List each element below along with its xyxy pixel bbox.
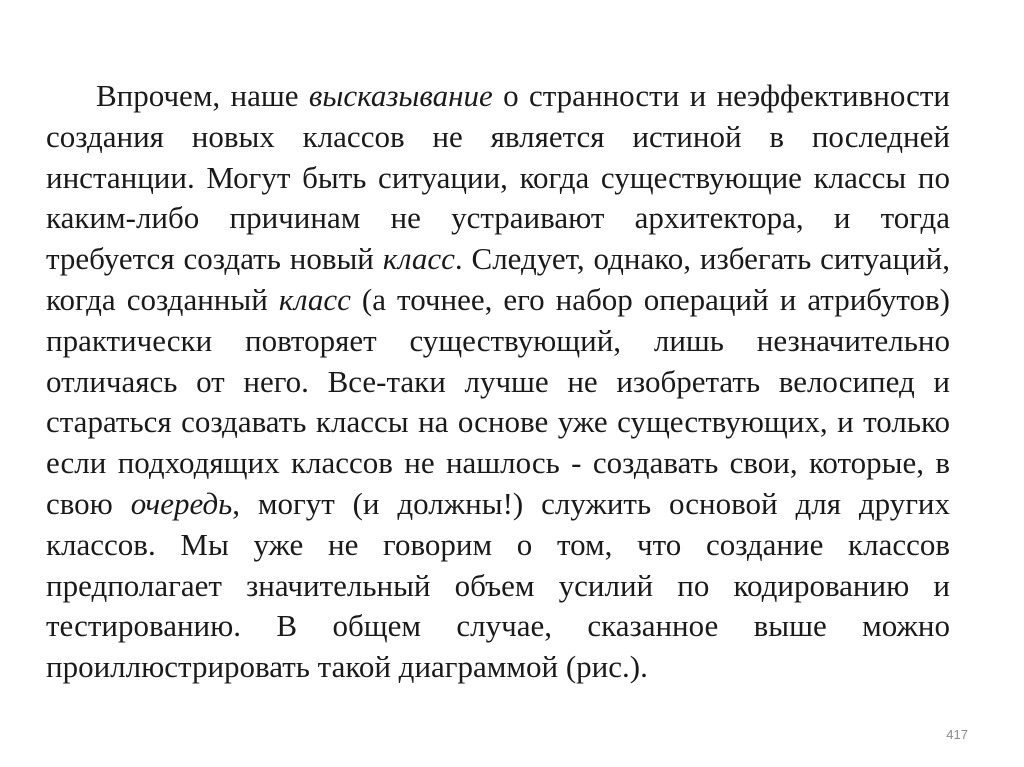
page-number: 417: [946, 727, 968, 742]
text-segment: Впрочем, наше: [96, 78, 309, 113]
italic-term: высказывание: [308, 78, 493, 113]
text-segment: (а точнее, его набор операций и атрибутов) практически повторяет существующий, лишь незначительно отличаясь от него. Все-таки лучше не изобретать велосипед и стараться создавать классы на основе уже существующих, и только если подходящих классов не нашлось - создавать свои, которые, в свою: [46, 281, 950, 521]
text-segment: . Следует, однако, избегать ситуаций, когда созданный: [46, 241, 951, 317]
italic-term: очередь: [130, 485, 233, 521]
italic-term: класс: [382, 241, 455, 277]
body-paragraph: [46, 76, 950, 688]
italic-term: класс: [278, 281, 351, 317]
text-segment: о странности и неэффективности создания новых классов не является истиной в последней инстанции. Могут быть ситуации, когда существующие классы по каким-либо причинам не устраивают архитектора, и тогда требуется создать новый: [46, 78, 950, 277]
text-segment: , могут (и должны!) служить основой для других классов. Мы уже не говорим о том, что создание классов предполагает значительный объем усилий по кодированию и тестированию. В общем случае, сказанное выше можно проиллюстрировать такой диаграммой (рис.).: [46, 485, 950, 685]
